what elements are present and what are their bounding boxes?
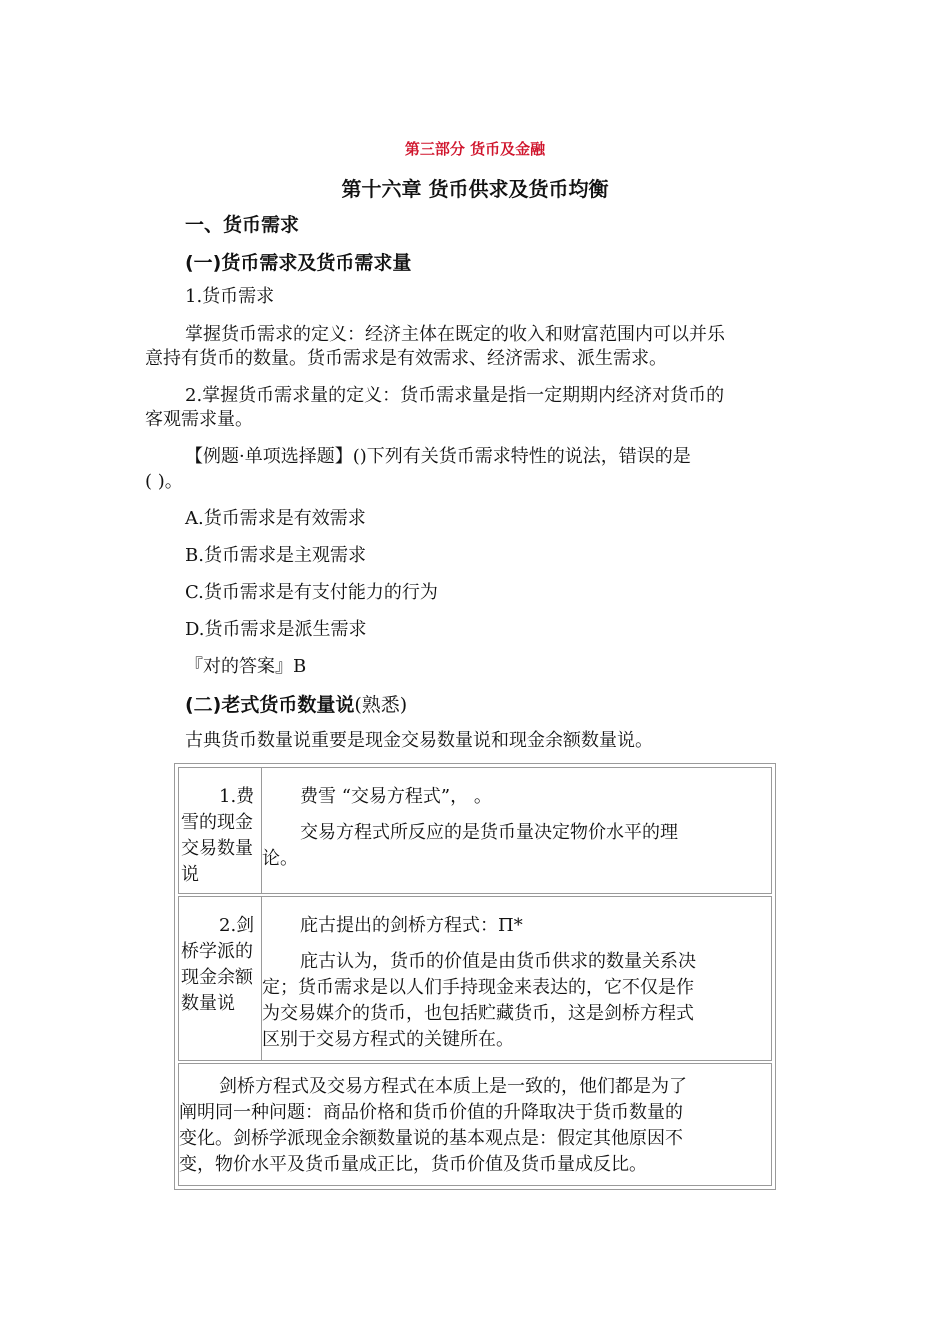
row2-label-line4: 数量说: [181, 993, 235, 1014]
item1-label: 1.货币需求: [185, 286, 275, 307]
subsection2-heading-bold: (二)老式货币数量说: [185, 694, 355, 716]
theory-table: [174, 763, 776, 1190]
row2-text-line3: 定；货币需求是以人们手持现金来表达的，它不仅是作: [262, 977, 694, 998]
subsection2-heading: [185, 690, 407, 717]
row2-text-line4: 为交易媒介的货币，也包括贮藏货币，这是剑桥方程式: [262, 1003, 694, 1024]
row2-label-line3: 现金余额: [181, 967, 253, 988]
option-a: A.货币需求是有效需求: [185, 508, 366, 529]
item2-text-line2: 客观需求量。: [145, 409, 253, 430]
row1-label-line2: 雪的现金: [181, 812, 253, 833]
section2-intro: 古典货币数量说重要是现金交易数量说和现金余额数量说。: [185, 730, 653, 751]
answer: 『对的答案』B: [185, 656, 307, 677]
row2-content-cell: [261, 896, 772, 1061]
row2-text-line2: 庇古认为，货币的价值是由货币供求的数量关系决: [300, 951, 696, 972]
part-title: 第三部分 货币及金融: [404, 140, 546, 158]
subsection-heading: (一)货币需求及货币需求量: [185, 252, 412, 274]
summary-line2: 阐明同一种问题：商品价格和货币价值的升降取决于货币数量的: [179, 1102, 683, 1123]
summary-line1: 剑桥方程式及交易方程式在本质上是一致的，他们都是为了: [219, 1076, 687, 1097]
option-b: B.货币需求是主观需求: [185, 545, 366, 566]
subsection2-heading-note: (熟悉): [354, 694, 408, 716]
row1-label-line4: 说: [181, 864, 199, 885]
summary-cell: [178, 1063, 772, 1186]
summary-line3: 变化。剑桥学派现金余额数量说的基本观点是：假定其他原因不: [179, 1128, 683, 1149]
row1-text-line1: 费雪 “交易方程式”， 。: [300, 786, 492, 807]
example-question-line1: 【例题·单项选择题】()下列有关货币需求特性的说法，错误的是: [185, 446, 691, 467]
row1-text-line2: 交易方程式所反应的是货币量决定物价水平的理: [300, 822, 678, 843]
option-c: C.货币需求是有支付能力的行为: [185, 582, 438, 603]
row2-text-line5: 区别于交易方程式的关键所在。: [262, 1029, 514, 1050]
section-heading: 一、货币需求: [185, 214, 300, 236]
row1-content-cell: [261, 767, 772, 894]
option-d: D.货币需求是派生需求: [185, 619, 367, 640]
row1-label-cell: [178, 767, 262, 894]
example-question-line2: ( )。: [145, 471, 183, 492]
item1-text-line2: 意持有货币的数量。货币需求是有效需求、经济需求、派生需求。: [145, 348, 667, 369]
item2-text-line1: 2.掌握货币需求量的定义：货币需求量是指一定期期内经济对货币的: [185, 385, 725, 406]
row2-label-cell: [178, 896, 262, 1061]
item1-text-line1: 掌握货币需求的定义：经济主体在既定的收入和财富范围内可以并乐: [185, 324, 725, 345]
row2-text-line1: 庇古提出的剑桥方程式：Π*: [300, 915, 523, 936]
row2-label-line2: 桥学派的: [181, 941, 253, 962]
row1-label-line1: 1.费: [219, 786, 255, 807]
row1-text-line3: 论。: [262, 848, 298, 869]
row1-label-line3: 交易数量: [181, 838, 253, 859]
row2-label-line1: 2.剑: [219, 915, 255, 936]
chapter-title: 第十六章 货币供求及货币均衡: [341, 177, 609, 201]
summary-line4: 变，物价水平及货币量成正比，货币价值及货币量成反比。: [179, 1154, 647, 1175]
